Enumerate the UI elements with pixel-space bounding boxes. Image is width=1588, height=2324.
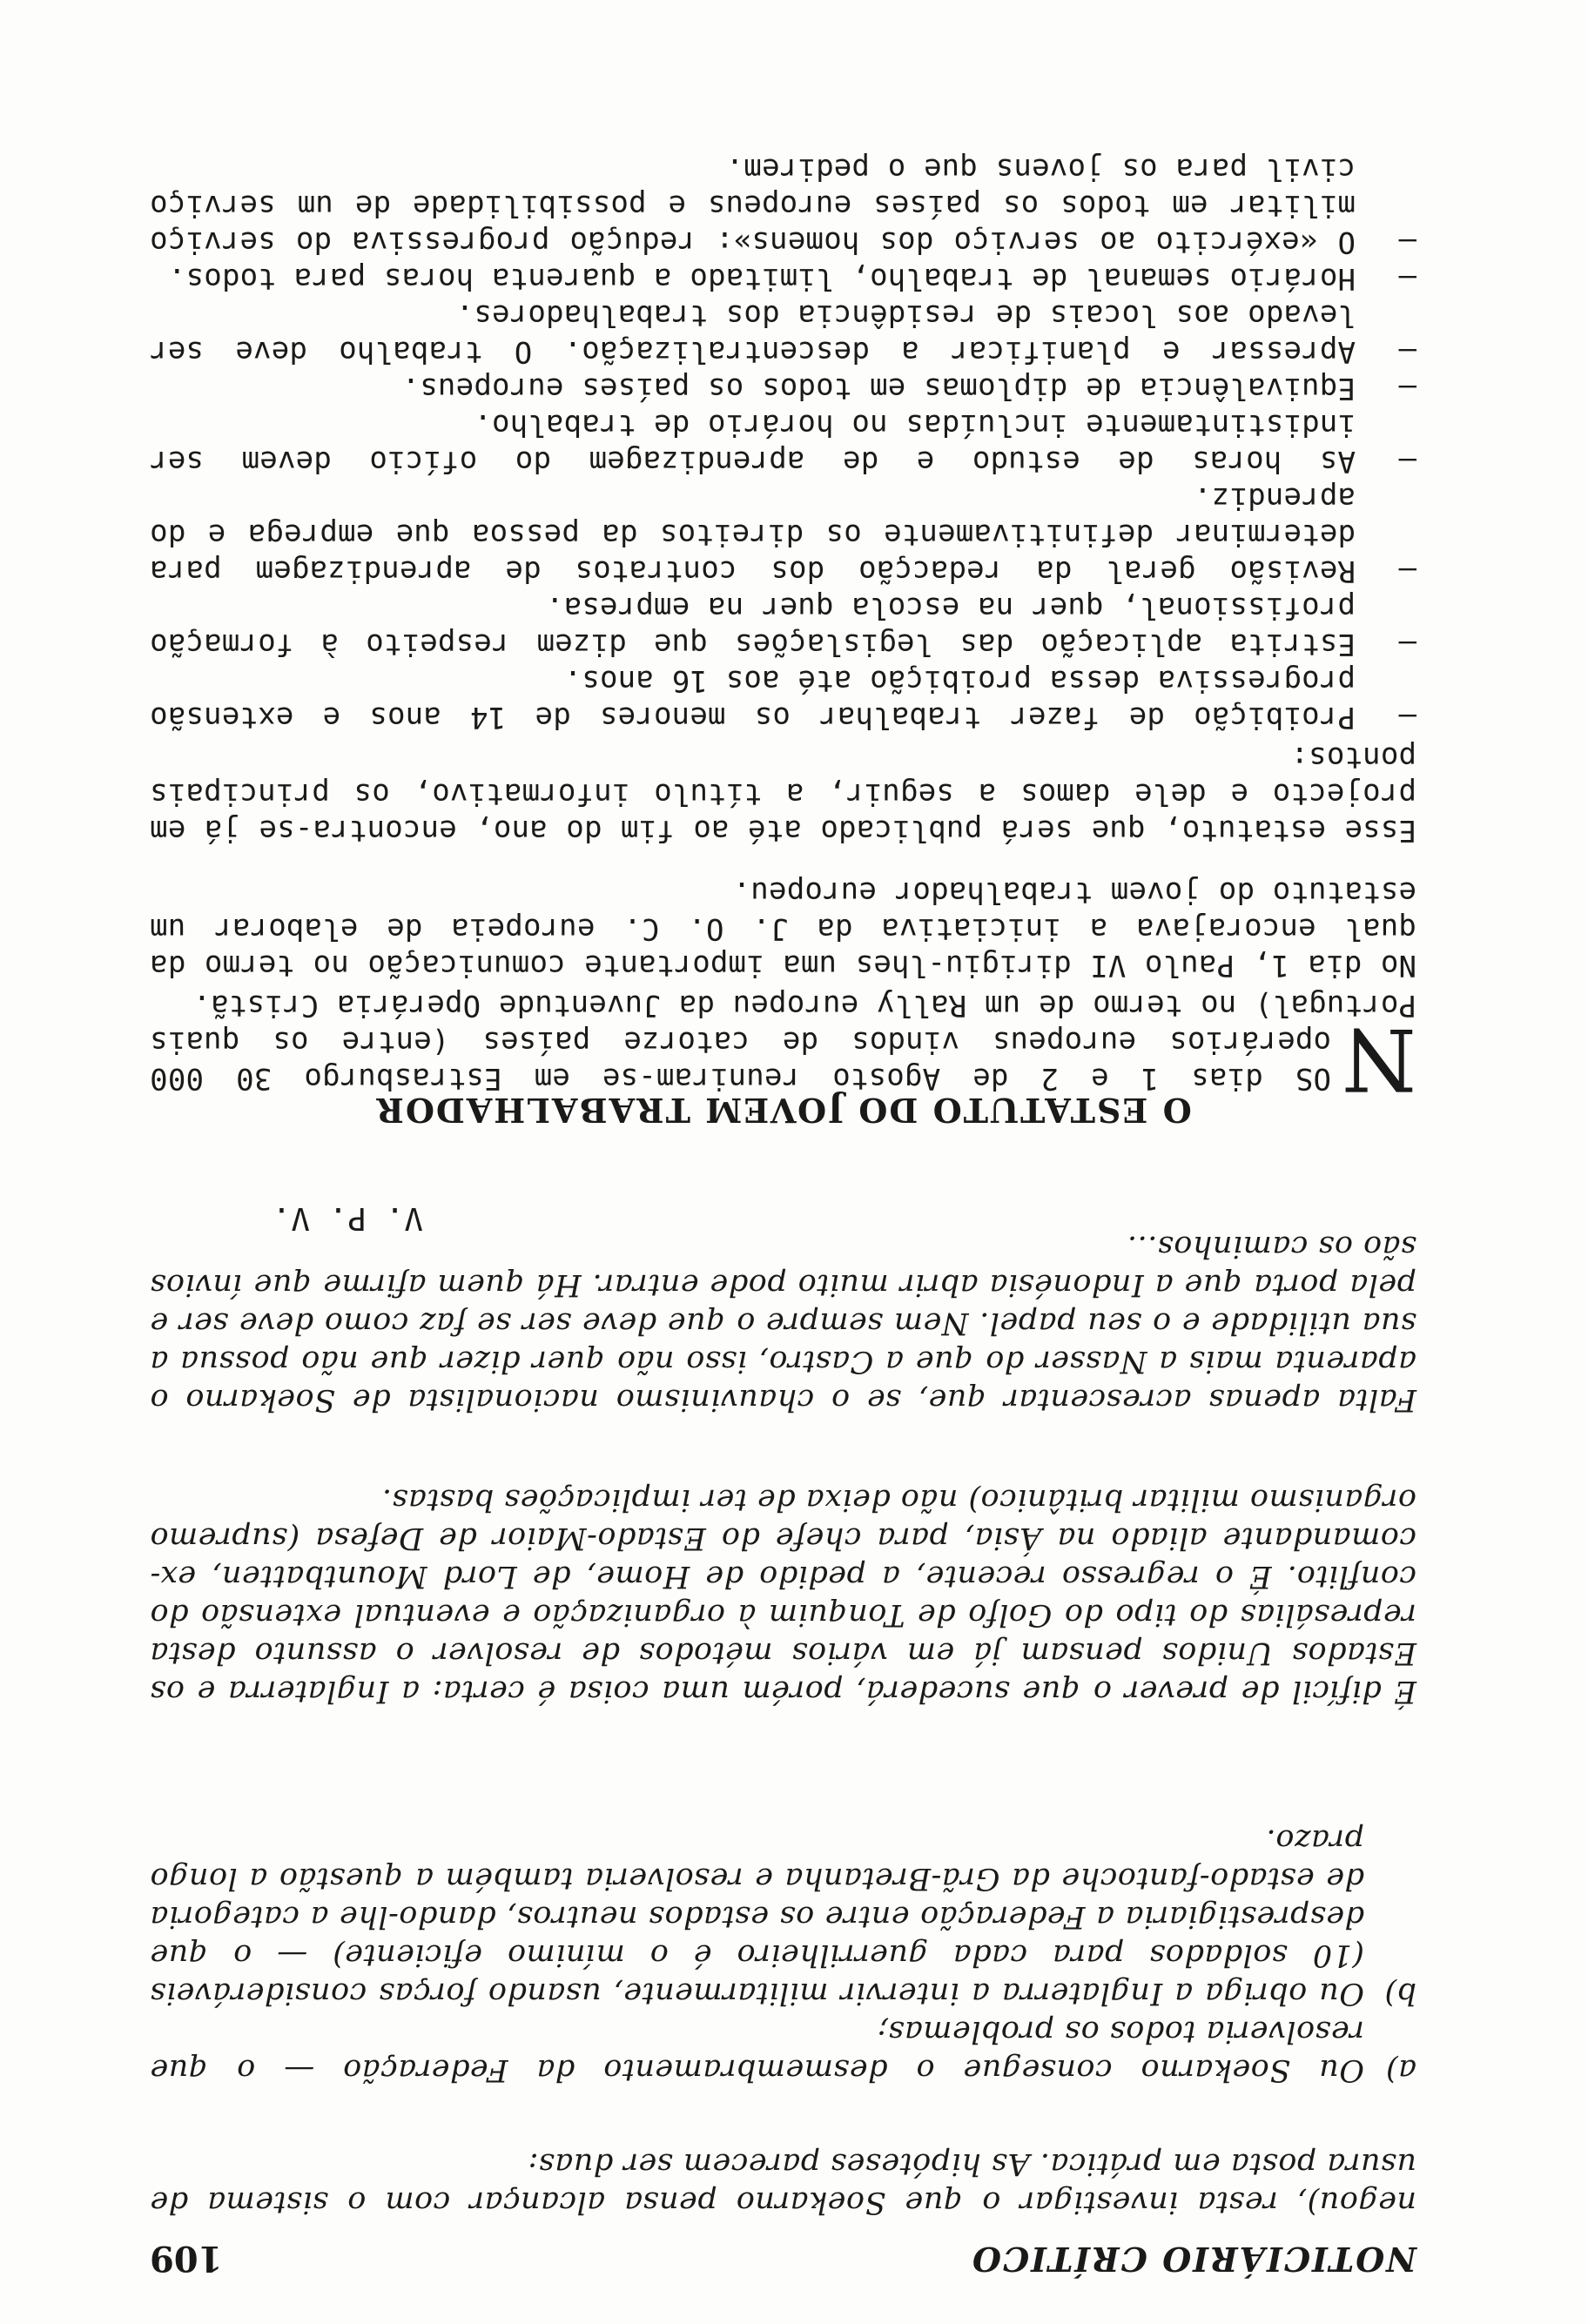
list-item: — Equivalência de diplomas em todos os países europeus.	[401, 371, 1416, 406]
statute-points-list	[150, 151, 1416, 735]
hypothesis-text: Ou Soekarno consegue o desmembramento da Federação — o que resolveria todos os problemas;	[150, 2014, 1364, 2087]
intro-text: OS dias 1 e 2 de Agosto reuniram-se em Estrasburgo 30 000 operários europeus vindos de catorze países (entre os quais Portugal) no termo de um Rally europeu da Juventude Operária Cristã.	[150, 988, 1416, 1096]
list-item: — As horas de estudo e de aprendizagem do ofício devem ser indistintamente incluídas no horário de trabalho.	[150, 407, 1416, 479]
list-item: — O «exército ao serviço dos homens»: redução progressiva do serviço militar em todos os países europeus e possibilidade de um serviço civil para os jovens que o pedirem.	[150, 151, 1416, 259]
lede-paragraph: negou), resta investigar o que Soekarno pensa alcançar com o sistema de usura posta em prática. As hipóteses parecem ser duas:	[150, 2146, 1416, 2220]
conclusion-paragraph: Falta apenas acrescentar que, se o chauvinismo nacionalista de Soekarno o aparenta mais a Nasser do que a Castro, isso não quer dizer que não possua a sua utilidade e o seu papel. Nem sempre o que deve ser se faz como deve ser e pela porta que a Indonésia abrir muito pode entrar. Há quem afirme que ínvios são os caminhos...	[150, 1229, 1416, 1417]
drop-cap: N	[1342, 1009, 1416, 1108]
page-number: 109	[150, 2238, 223, 2279]
statute-paragraph: Esse estatuto, que será publicado até ao fim do ano, encontra-se já em projecto e dele damos a seguir, a título informativo, os principais pontos:	[150, 740, 1416, 848]
hypotheses-list	[150, 1821, 1416, 2089]
intro-paragraph	[150, 987, 1416, 1108]
page-header	[150, 2227, 1416, 2279]
analysis-paragraph: É difícil de prever o que sucederá, porém uma coisa é certa: a Inglaterra e os Estados Unidos pensam já em vários métodos de resolver o assunto desta represálias do tipo do Golfo de Tonquim à organização e eventual extensão do conflito. É o regresso recente, a pedido de Home, de Lord Mountbatten, ex-comandante aliado na Ásia, para chefe do Estado-Maior de Defesa (supremo organismo militar britânico) não deixa de ter implicações bastas.	[150, 1482, 1416, 1709]
list-item: — Horário semanal de trabalho, limitado a quarenta horas para todos.	[167, 261, 1416, 296]
list-item: — Revisão geral da redacção dos contratos de aprendizagem para determinar definitivamente os direitos da pessoa que emprega e do aprendiz.	[150, 480, 1416, 588]
hypothesis-text: Ou obriga a Inglaterra a intervir militarmente, usando forças consideráveis (10 soldados para cada guerrilheiro é o mínimo eficiente) — o que desprestigiaria a Federação entre os estados neutros, dando-lhe a categoria de estado-fantoche da Grã-Bretanha e resolveria também a questão a longo prazo.	[150, 1823, 1364, 2011]
hypothesis-label: a)	[1385, 2052, 1416, 2087]
list-item: — Apressar e planificar a descentralização. O trabalho deve ser levado aos locais de residência dos trabalhadores.	[150, 298, 1416, 369]
author-signature: V. P. V.	[272, 1200, 423, 1236]
article-title: O ESTATUTO DO JOVEM TRABALHADOR	[374, 1091, 1192, 1131]
hypothesis-item	[150, 2012, 1416, 2089]
hypothesis-item	[150, 1821, 1416, 2012]
running-title: NOTICIÁRIO CRÍTICO	[970, 2240, 1416, 2279]
list-item: — Estrita aplicação das legislações que dizem respeito à formação profissional, quer na escola quer na empresa.	[150, 590, 1416, 662]
paulo-paragraph: No dia 1, Paulo VI dirigiu-lhes uma importante comunicação no termo da qual encorajava a iniciativa da J. O. C. europeia de elaborar um estatuto do jovem trabalhador europeu.	[150, 875, 1416, 983]
hypothesis-label: b)	[1383, 1976, 1416, 2011]
list-item: — Proibição de fazer trabalhar os menores de 14 anos e extensão progressiva dessa proibição até aos 16 anos.	[150, 663, 1416, 735]
